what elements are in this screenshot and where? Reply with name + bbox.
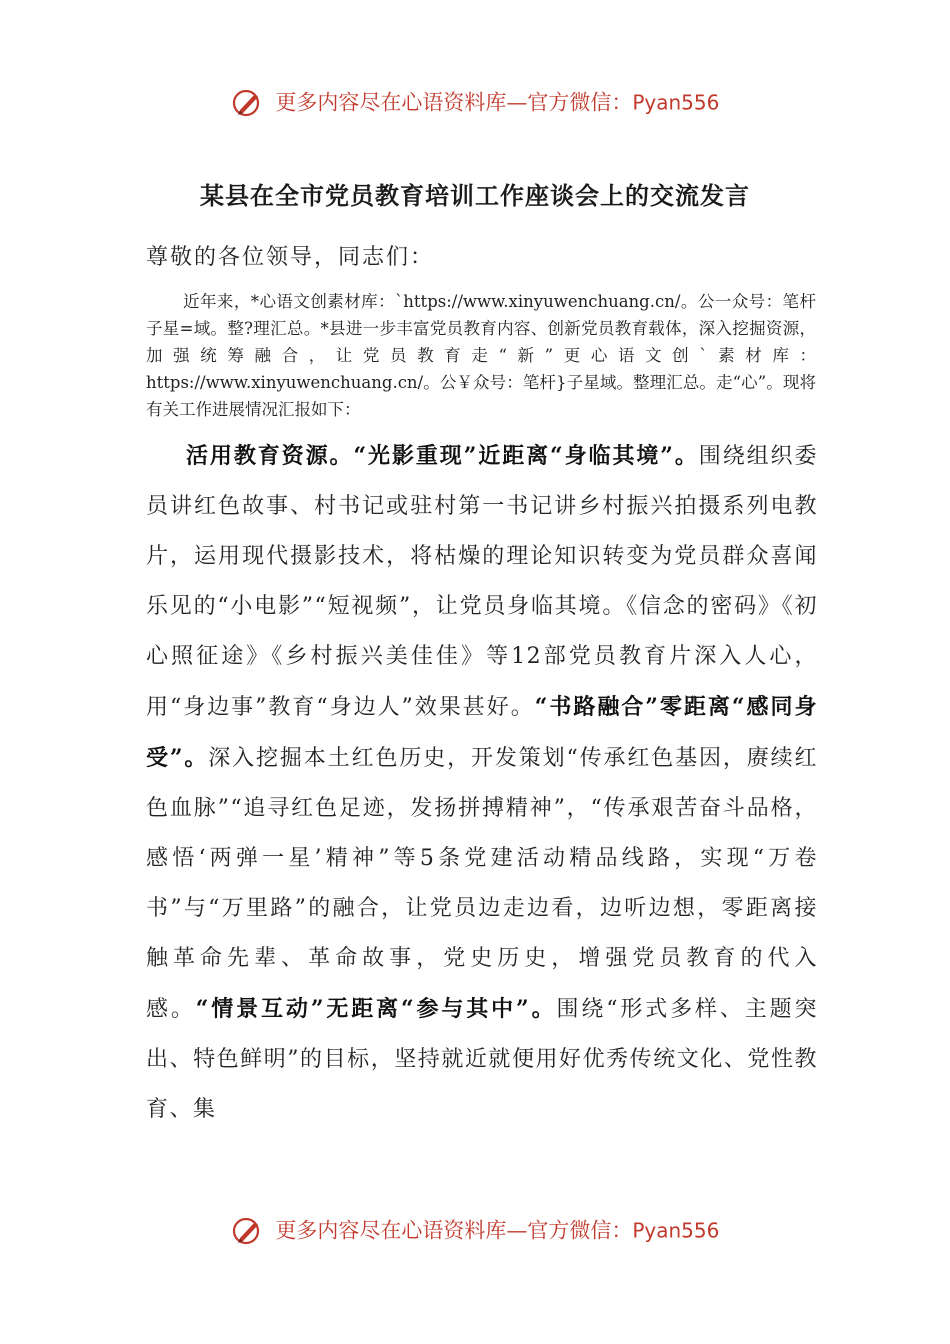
pen-logo-icon bbox=[231, 1216, 265, 1246]
subheading-resources: 活用教育资源。“光影重现”近距离“身临其境”。 bbox=[186, 443, 699, 469]
subheading-roads: “书路融合”零距离“感同身受”。 bbox=[146, 694, 818, 771]
watermark-main-text: 更多内容尽在心语资料库 bbox=[275, 90, 507, 115]
watermark-wechat-id: Pyan556 bbox=[632, 90, 720, 115]
watermark-sub-text: 官方微信： bbox=[527, 1218, 633, 1243]
watermark-sub-text: 官方微信： bbox=[527, 90, 633, 115]
watermark-dash: — bbox=[506, 90, 528, 115]
document-title: 某县在全市党员教育培训工作座谈会上的交流发言 bbox=[200, 181, 750, 210]
body-text-roads: 深入挖掘本土红色历史，开发策划“传承红色基因，赓续红色血脉”“追寻红色足迹，发扬拼搏精神”，“传承艰苦奋斗品格，感悟‘两弹一星’精神”等5条党建活动精品线路，实现“万卷书”与“万里路”的融合，让党员边走边看，边听边想，零距离接触革命先辈、革命故事，党史历史，增强党员教育的代入感。 bbox=[146, 746, 819, 1022]
subheading-interaction: “情景互动”无距离“参与其中”。 bbox=[195, 996, 557, 1022]
pen-logo-icon bbox=[231, 88, 265, 118]
body-paragraph bbox=[146, 431, 818, 1135]
intro-paragraph: 近年来，*心语文创素材库：`https://www.xinyuwenchuang.cn/。公一众号：笔杆子星=域。整?理汇总。*县进一步丰富党员教育内容、创新党员教育载体，深入挖掘资源，加强统筹融合，让党员教育走“新”更心语文创`素材库：https://www.xinyuwenchuang.cn/。公￥众号：笔杆}子星域。整理汇总。走“心”。现将有关工作进展情况汇报如下： bbox=[146, 292, 816, 419]
salutation: 尊敬的各位领导，同志们： bbox=[146, 245, 435, 270]
watermark-dash: — bbox=[506, 1218, 528, 1243]
body-text-interaction: 围绕“形式多样、主题突出、特色鲜明”的目标，坚持就近就便用好优秀传统文化、党性教育、集 bbox=[146, 997, 818, 1122]
header-watermark bbox=[0, 86, 950, 118]
watermark-wechat-id: Pyan556 bbox=[632, 1218, 720, 1243]
body-text-resources: 围绕组织委员讲红色故事、村书记或驻村第一书记讲乡村振兴拍摄系列电教片，运用现代摄影技术，将枯燥的理论知识转变为党员群众喜闻乐见的“小电影”“短视频”，让党员身临其境。《信念的密码》《初心照征途》《乡村振兴美佳佳》等12部党员教育片深入人心，用“身边事”教育“身边人”效果甚好。 bbox=[146, 444, 818, 720]
watermark-main-text: 更多内容尽在心语资料库 bbox=[275, 1218, 507, 1243]
footer-watermark bbox=[0, 1214, 950, 1246]
